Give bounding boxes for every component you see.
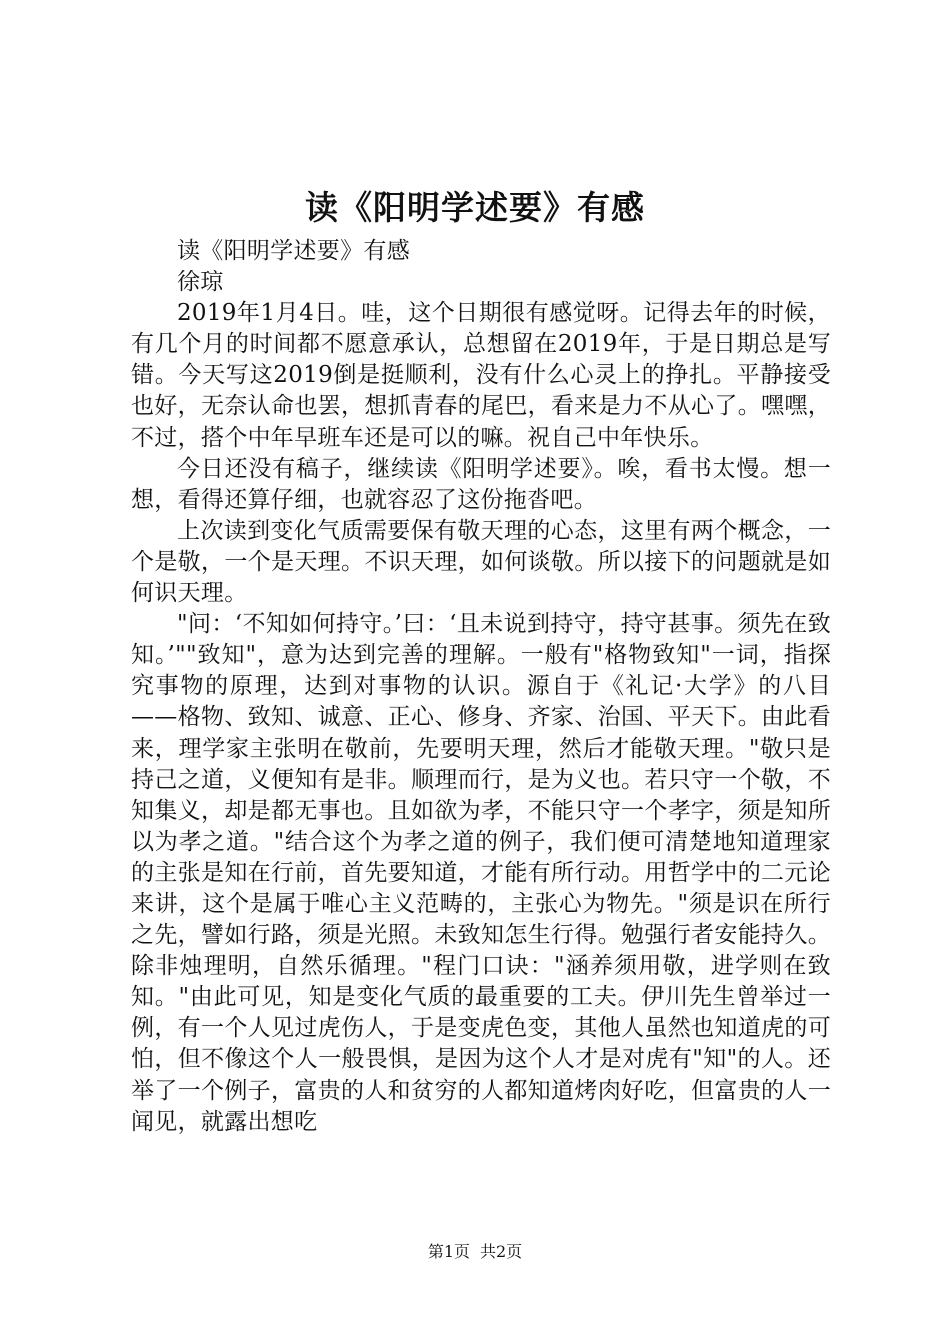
page-count: 共2页 [480, 1242, 523, 1261]
paragraph: "问：‘不知如何持守。’曰：‘且未说到持守，持守甚事。须先在致知。’""致知"，意为达到完善的理解。一般有"格物致知"一词，指探究事物的原理，达到对事物的认识。源自于《礼记·大学》的八目——格物、致知、诚意、正心、修身、齐家、治国、平天下。由此看来，理学家主张明在敬前，先要明天理，然后才能敬天理。"敬只是持己之道，义便知有是非。顺理而行，是为义也。若只守一个敬，不知集义，却是都无事也。且如欲为孝，不能只守一个孝字，须是知所以为孝之道。"结合这个为孝之道的例子，我们便可清楚地知道理家的主张是知在行前，首先要知道，才能有所行动。用哲学中的二元论来讲，这个是属于唯心主义范畴的，主张心为物先。"须是识在所行之先，譬如行路，须是光照。未致知怎生行得。勉强行者安能持久。除非烛理明，自然乐循理。"程门口诀："涵养须用敬，进学则在致知。"由此可见，知是变化气质的最重要的工夫。伊川先生曾举过一例，有一个人见过虎伤人，于是变虎色变，其他人虽然也知道虎的可怕，但不像这个人一般畏惧，是因为这个人才是对虎有"知"的人。还举了一个例子，富贵的人和贫穷的人都知道烤肉好吃，但富贵的人一闻见，就露出想吃 [131, 611, 831, 1135]
page-footer [0, 1240, 950, 1264]
page-number: 第1页 [427, 1242, 470, 1261]
paragraph-author: 徐琼 [177, 269, 224, 296]
document-title: 读《阳明学述要》有感 [305, 188, 645, 227]
paragraph: 今日还没有稿子，继续读《阳明学述要》。唉，看书太慢。想一想，看得还算仔细，也就容忍了这份拖沓吧。 [131, 455, 831, 513]
paragraph: 2019年1月4日。哇，这个日期很有感觉呀。记得去年的时候，有几个月的时间都不愿意承认，总想留在2019年，于是日期总是写错。今天写这2019倒是挺顺利，没有什么心灵上的挣扎。平静接受也好，无奈认命也罢，想抓青春的尾巴，看来是力不从心了。嘿嘿，不过，搭个中年早班车还是可以的嘛。祝自己中年快乐。 [131, 300, 831, 451]
document-body [131, 236, 831, 1138]
paragraph: 上次读到变化气质需要保有敬天理的心态，这里有两个概念，一个是敬，一个是天理。不识天理，如何谈敬。所以接下的问题就是如何识天理。 [131, 517, 831, 607]
paragraph-subtitle: 读《阳明学述要》有感 [177, 238, 410, 264]
